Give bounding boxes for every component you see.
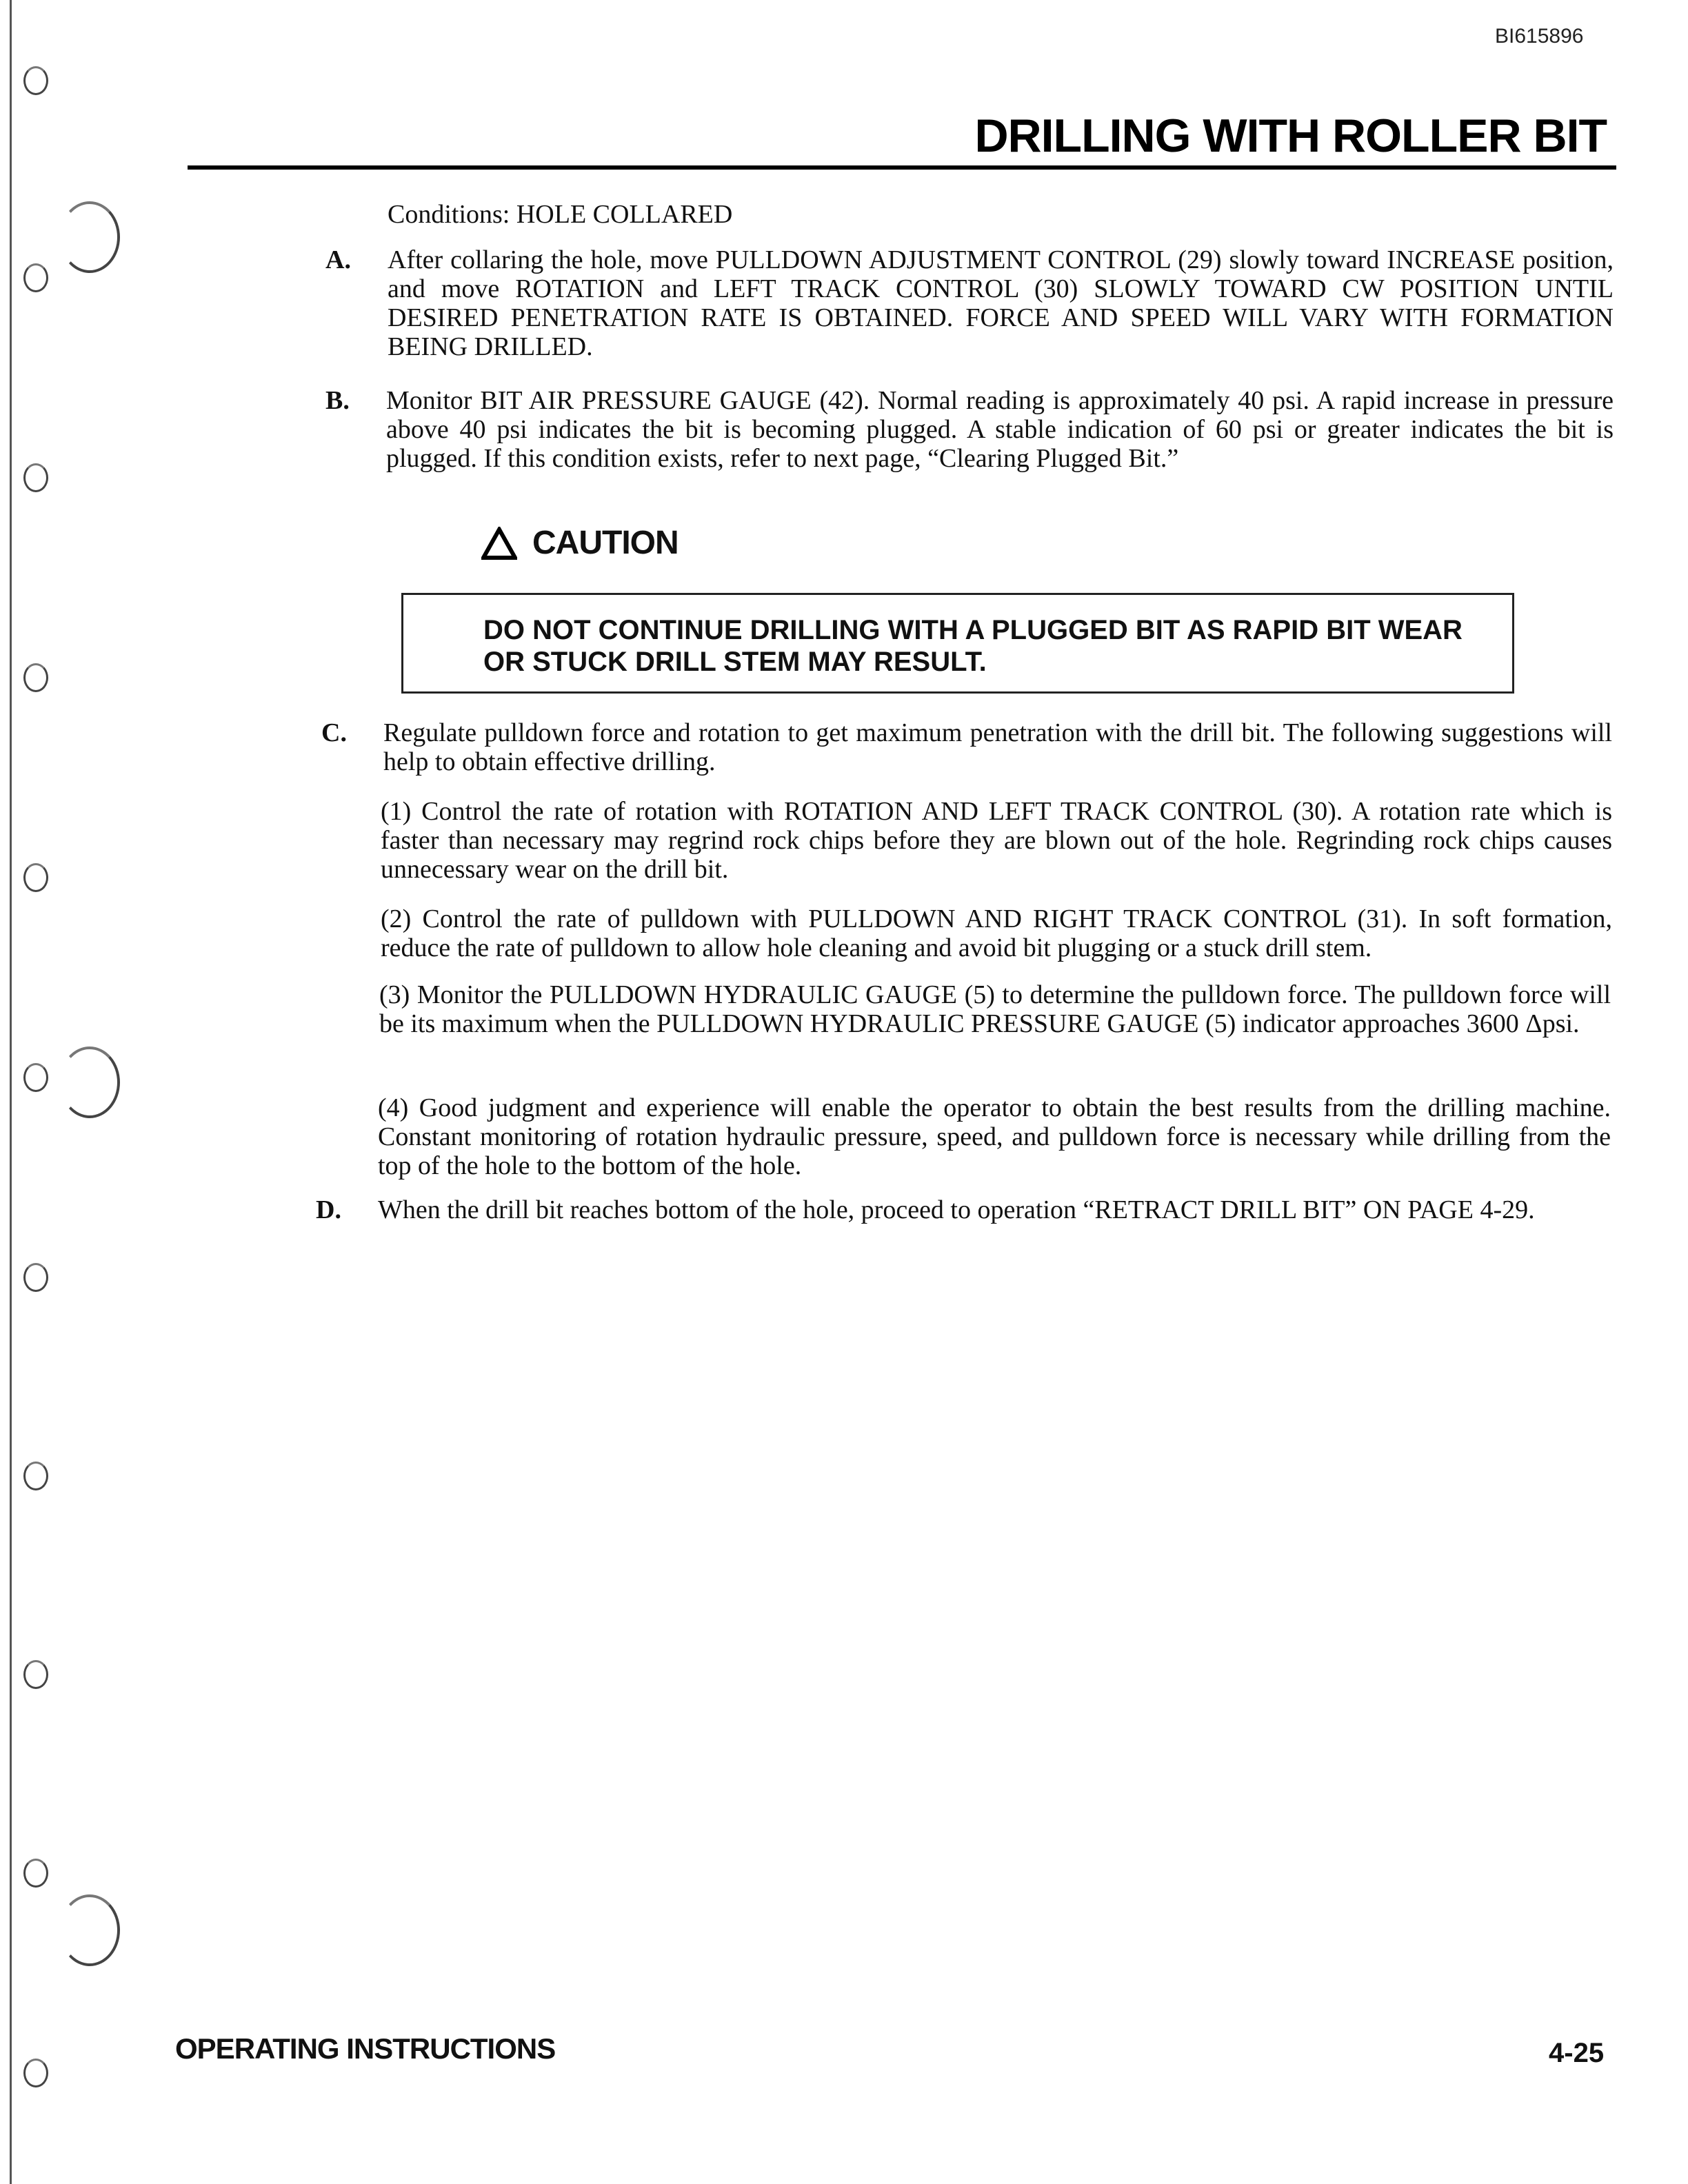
punch-hole-icon xyxy=(23,1063,48,1092)
step-label-b: B. xyxy=(325,386,350,415)
step-text-a: After collaring the hole, move PULLDOWN ADJUSTMENT CONTROL (29) slowly toward INCREASE position, and move ROTATION and LEFT TRACK CONTROL (30) SLOWLY TOWARD CW POSITION UNTIL DESIRED PENETRATION RATE IS OBTAINED. FORCE AND SPEED WILL VARY WITH FORMATION BEING DRILLED. xyxy=(388,245,1614,361)
caution-message: DO NOT CONTINUE DRILLING WITH A PLUGGED BIT AS RAPID BIT WEAR OR STUCK DRILL STEM MAY RESULT. xyxy=(483,615,1463,677)
document-id: BI615896 xyxy=(1495,25,1584,48)
punch-hole-icon xyxy=(59,201,120,273)
step-label-a: A. xyxy=(325,245,351,274)
suggestion-3: (3) Monitor the PULLDOWN HYDRAULIC GAUGE (5) to determine the pulldown force. The pulldown force will be its maximum when the PULLDOWN HYDRAULIC PRESSURE GAUGE (5) indicator approaches 3600 Δpsi. xyxy=(379,980,1611,1038)
page-number: 4-25 xyxy=(1549,2038,1605,2068)
footer-section-title: OPERATING INSTRUCTIONS xyxy=(175,2032,556,2065)
punch-hole-icon xyxy=(23,1660,48,1689)
punch-hole-icon xyxy=(23,263,48,292)
page-title: DRILLING WITH ROLLER BIT xyxy=(974,110,1607,162)
suggestion-1: (1) Control the rate of rotation with ROTATION AND LEFT TRACK CONTROL (30). A rotation rate which is faster than necessary may regrind rock chips before they are blown out of the hole. Regrinding rock chips causes unnecessary wear on the drill bit. xyxy=(381,797,1612,884)
step-label-d: D. xyxy=(316,1195,341,1224)
punch-hole-icon xyxy=(23,1462,48,1490)
suggestion-2: (2) Control the rate of pulldown with PULLDOWN AND RIGHT TRACK CONTROL (31). In soft formation, reduce the rate of pulldown to allow hole cleaning and avoid bit plugging or a stuck drill stem. xyxy=(381,904,1612,962)
punch-hole-icon xyxy=(59,1894,120,1966)
binder-edge-line xyxy=(10,0,12,2184)
step-label-c: C. xyxy=(321,718,347,747)
punch-hole-icon xyxy=(23,66,48,95)
punch-hole-icon xyxy=(23,1263,48,1292)
conditions-line: Conditions: HOLE COLLARED xyxy=(388,200,733,229)
punch-hole-icon xyxy=(23,2059,48,2087)
caution-heading-text: CAUTION xyxy=(532,525,679,561)
punch-hole-icon xyxy=(23,863,48,892)
warning-triangle-icon xyxy=(481,527,517,560)
caution-box xyxy=(401,593,1514,694)
caution-heading xyxy=(481,524,679,562)
step-text-d: When the drill bit reaches bottom of the hole, proceed to operation “RETRACT DRILL BIT” ON PAGE 4-29. xyxy=(378,1195,1535,1224)
step-text-b: Monitor BIT AIR PRESSURE GAUGE (42). Normal reading is approximately 40 psi. A rapid increase in pressure above 40 psi indicates the bit is becoming plugged. A stable indication of 60 psi or greater indicates the bit is plugged. If this condition exists, refer to next page, “Clearing Plugged Bit.” xyxy=(386,386,1614,473)
step-text-c: Regulate pulldown force and rotation to get maximum penetration with the drill bit. The following suggestions will help to obtain effective drilling. xyxy=(383,718,1612,776)
title-rule xyxy=(188,165,1616,170)
punch-hole-icon xyxy=(23,463,48,492)
punch-hole-icon xyxy=(23,1859,48,1888)
punch-hole-icon xyxy=(23,663,48,692)
suggestion-4: (4) Good judgment and experience will enable the operator to obtain the best results from the drilling machine. Constant monitoring of rotation hydraulic pressure, speed, and pulldown force is necessary while drilling from the top of the hole to the bottom of the hole. xyxy=(378,1093,1611,1180)
punch-hole-icon xyxy=(59,1046,120,1118)
